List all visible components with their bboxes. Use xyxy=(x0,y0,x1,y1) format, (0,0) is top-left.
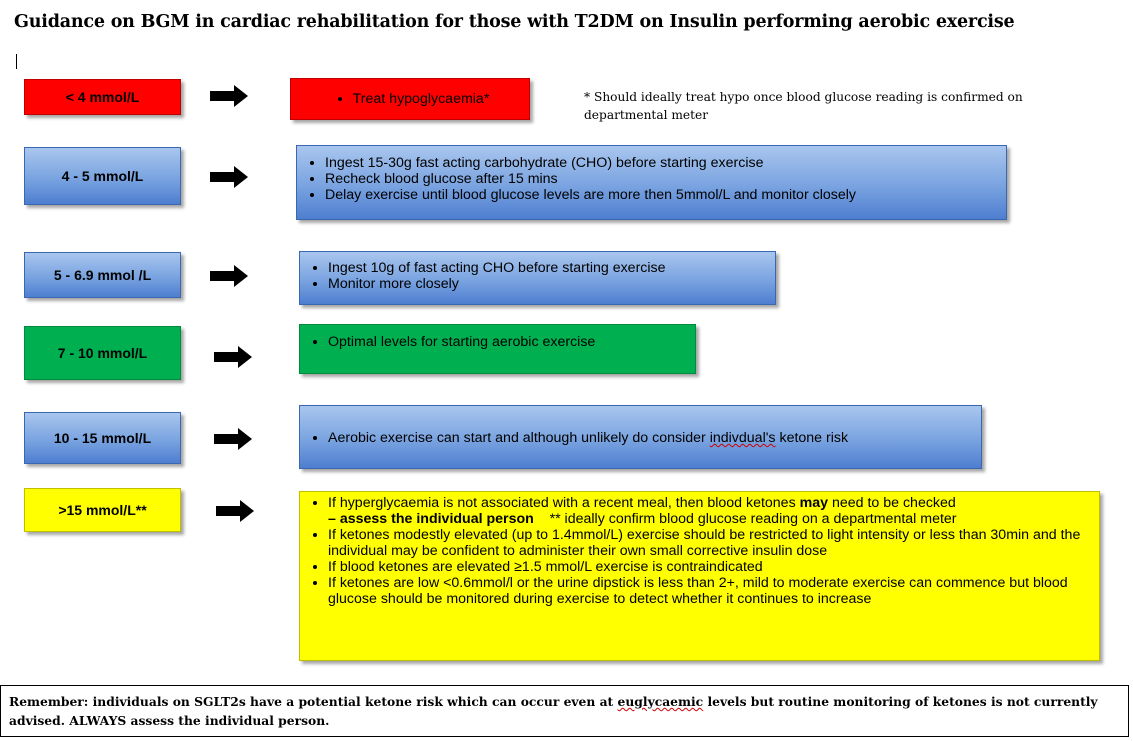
guidance-bullet: • If blood ketones are elevated ≥1.5 mmol/L exercise is contraindicated xyxy=(328,559,1089,575)
guidance-bullet xyxy=(328,430,848,446)
level-box-4-5: 4 - 5 mmol/L xyxy=(24,147,181,205)
bullet-text: ** ideally confirm blood glucose reading on a departmental meter xyxy=(549,511,957,527)
guidance-box-10-15 xyxy=(299,405,982,469)
guidance-box-4-5 xyxy=(296,145,1007,220)
right-arrow-icon xyxy=(214,428,252,450)
right-arrow-icon xyxy=(210,85,248,107)
level-box-over-15: >15 mmol/L** xyxy=(24,488,181,532)
level-box-5-6-9: 5 - 6.9 mmol /L xyxy=(24,252,181,298)
bullet-text: If hyperglycaemia is not associated with a recent meal, then blood ketones xyxy=(328,495,800,511)
bullet-text: need to be checked xyxy=(828,495,956,511)
misspelled-word: euglycaemic xyxy=(617,694,704,709)
level-box-7-10: 7 - 10 mmol/L xyxy=(24,326,181,380)
text-cursor xyxy=(16,54,17,69)
guidance-bullet: • Recheck blood glucose after 15 mins xyxy=(325,171,996,187)
guidance-bullet: • Treat hypoglycaemia* xyxy=(353,91,490,107)
guidance-bullet xyxy=(328,495,1089,527)
guidance-bullet: • Monitor more closely xyxy=(328,276,765,292)
level-box-10-15: 10 - 15 mmol/L xyxy=(24,412,181,464)
reminder-text: Remember: individuals on SGLT2s have a potential ketone risk which can occur even at xyxy=(9,694,618,709)
right-arrow-icon xyxy=(210,265,248,287)
reminder-box xyxy=(0,685,1129,737)
right-arrow-icon xyxy=(214,346,252,368)
guidance-bullet: • Optimal levels for starting aerobic exercise xyxy=(328,334,685,350)
misspelled-word: indivdual's xyxy=(709,430,776,446)
bullet-emphasis: may xyxy=(799,495,829,511)
bullet-text: ketone risk xyxy=(775,430,849,446)
footnote-hypo: * Should ideally treat hypo once blood glucose reading is confirmed on departmental meter xyxy=(584,90,1023,122)
guidance-bullet: • Ingest 10g of fast acting CHO before starting exercise xyxy=(328,260,765,276)
guidance-box-over-15 xyxy=(299,491,1100,661)
guidance-box-5-6-9 xyxy=(299,251,776,305)
reminder-text: levels but routine monitoring of ketones is not currently advised. ALWAYS assess the individual person. xyxy=(9,694,1098,728)
guidance-bullet: • If ketones modestly elevated (up to 1.4mmol/L) exercise should be restricted to light intensity or less than 30min and the individual may be confident to administer their own small corrective insulin dose xyxy=(328,527,1089,559)
guidance-box-7-10 xyxy=(299,324,696,374)
right-arrow-icon xyxy=(210,166,248,188)
page-title: Guidance on BGM in cardiac rehabilitation for those with T2DM on Insulin performing aerobic exercise xyxy=(14,12,1015,32)
level-box-under-4: < 4 mmol/L xyxy=(24,79,181,115)
guidance-bullet: • If ketones are low <0.6mmol/l or the urine dipstick is less than 2+, mild to moderate exercise can commence but blood glucose should be monitored during exercise to detect whether it continues to increase xyxy=(328,575,1089,607)
guidance-box-under-4 xyxy=(290,78,530,120)
guidance-bullet: • Delay exercise until blood glucose levels are more then 5mmol/L and monitor closely xyxy=(325,187,996,203)
right-arrow-icon xyxy=(216,500,254,522)
bullet-emphasis: – assess the individual person xyxy=(328,511,534,527)
bullet-text: Aerobic exercise can start and although unlikely do consider xyxy=(328,430,710,446)
guidance-bullet: • Ingest 15-30g fast acting carbohydrate (CHO) before starting exercise xyxy=(325,155,996,171)
